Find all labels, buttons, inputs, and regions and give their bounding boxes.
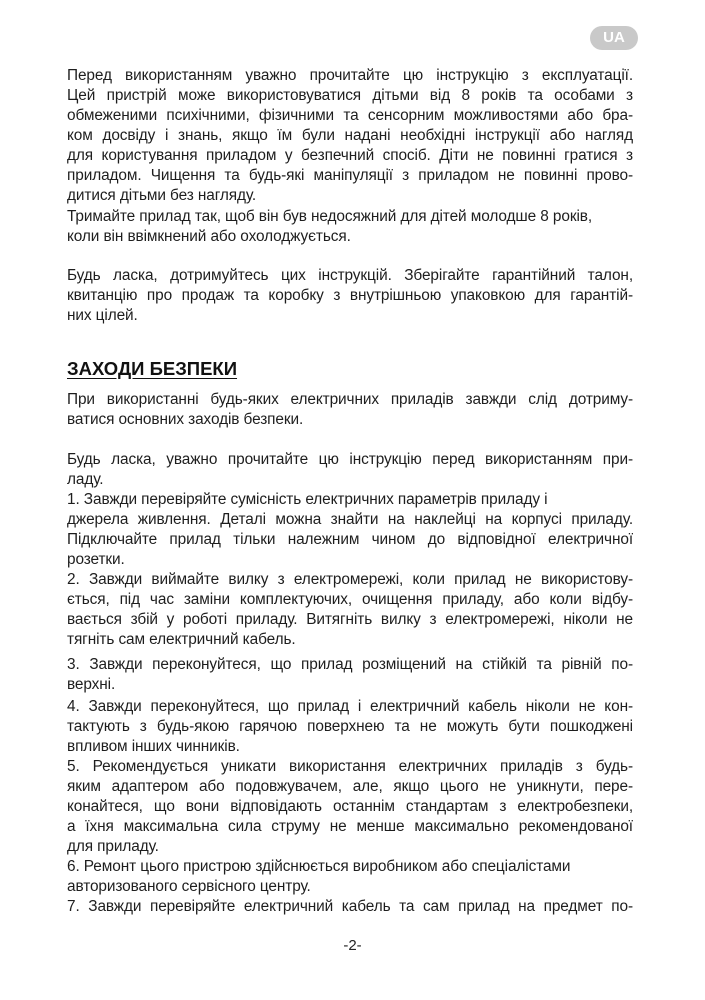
text-line: 4. Завжди переконуйтеся, що прилад і електричний кабель ніколи не кон- — [67, 698, 633, 715]
text-line: впливом інших чинників. — [67, 738, 240, 755]
text-line: Тримайте прилад так, щоб він був недосяжний для дітей молодше 8 років, — [67, 208, 593, 225]
text-line: 3. Завжди переконуйтеся, що прилад розміщений на стійкій та рівній по- — [67, 656, 633, 673]
text-line: розетки. — [67, 551, 125, 568]
text-line: них цілей. — [67, 307, 138, 324]
text-line: вається збій у роботі приладу. Витягніть вилку з електромережі, ніколи не — [67, 611, 633, 628]
section-heading: ЗАХОДИ БЕЗПЕКИ — [67, 358, 238, 379]
text-line: тягніть сам електричний кабель. — [67, 631, 296, 648]
text-line: авторизованого сервісного центру. — [67, 878, 311, 895]
text-line: для приладу. — [67, 838, 159, 855]
text-line: для користування приладом у безпечний спосіб. Діти не повинні гратися з — [67, 147, 633, 164]
text-line: 6. Ремонт цього пристрою здійснюється виробником або спеціалістами — [67, 858, 571, 875]
text-line: Підключайте прилад тільки належним чином до відповідної електричної — [67, 531, 633, 548]
page-number: -2- — [343, 937, 362, 954]
text-line: ється, під час заміни комплектуючих, очищення приладу, або коли відбу- — [67, 591, 633, 608]
language-badge: UA — [590, 26, 638, 50]
text-line: квитанцію про продаж та коробку з внутрішньою упаковкою для гарантій- — [67, 287, 633, 304]
text-line: конайтеся, що вони відповідають останнім стандартам з електробезпеки, — [67, 798, 633, 815]
text-line: Перед використанням уважно прочитайте цю інструкцію з експлуатації. — [67, 67, 633, 84]
text-line: 7. Завжди перевіряйте електричний кабель та сам прилад на предмет по- — [67, 898, 633, 915]
text-line: ватися основних заходів безпеки. — [67, 411, 304, 428]
text-line: 1. Завжди перевіряйте сумісність електричних параметрів приладу і — [67, 491, 548, 508]
text-line: 5. Рекомендується уникати використання електричних приладів з будь- — [67, 758, 633, 775]
text-line: приладом. Чищення та будь-які маніпуляції з приладом не повинні прово- — [67, 167, 633, 184]
text-line: При використанні будь-яких електричних приладів завжди слід дотриму- — [67, 391, 633, 408]
text-line: ладу. — [67, 471, 104, 488]
text-line: Будь ласка, уважно прочитайте цю інструкцію перед використанням при- — [67, 451, 633, 468]
text-line: обмеженими психічними, фізичними та сенсорним можливостями або бра- — [67, 107, 633, 124]
text-line: джерела живлення. Деталі можна знайти на наклейці на корпусі приладу. — [67, 511, 633, 528]
text-line: коли він ввімкнений або охолоджується. — [67, 228, 351, 245]
text-line: ком досвіду і знань, якщо їм були надані необхідні інструкції або нагляд — [67, 127, 633, 144]
text-line: Цей пристрій може використовуватися дітьми від 8 років та особами з — [67, 87, 633, 104]
text-line: а їхня максимальна сила струму не менше максимально рекомендованої — [67, 818, 633, 835]
text-line: Будь ласка, дотримуйтесь цих інструкцій. Зберігайте гарантійний талон, — [67, 267, 633, 284]
text-line: 2. Завжди виймайте вилку з електромережі, коли прилад не використову- — [67, 571, 633, 588]
text-line: дитися дітьми без нагляду. — [67, 187, 257, 204]
text-line: верхні. — [67, 676, 116, 693]
text-line: тактують з будь-якою гарячою поверхнею та не можуть бути пошкоджені — [67, 718, 633, 735]
text-line: яким адаптером або подовжувачем, але, якщо цього не уникнути, пере- — [67, 778, 633, 795]
